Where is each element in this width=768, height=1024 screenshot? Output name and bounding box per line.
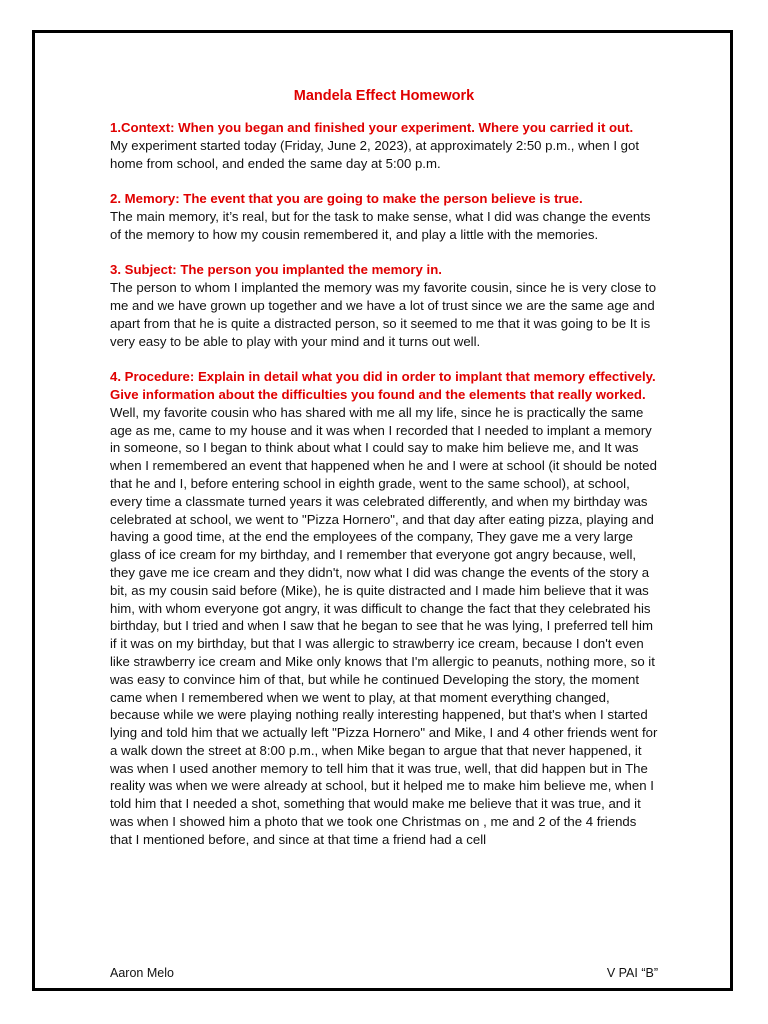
document-title: Mandela Effect Homework: [293, 88, 475, 104]
section-procedure: [110, 368, 660, 849]
footer-class: V PAI “B”: [606, 966, 658, 980]
section-body: The main memory, it’s real, but for the task to make sense, what I did was change the events of the memory to how my cousin remembered it, and play a little with the memories.: [110, 208, 651, 242]
section-heading: 3. Subject: The person you implanted the memory in.: [110, 262, 442, 278]
section-heading: 2. Memory: The event that you are going to make the person believe is true.: [110, 191, 583, 207]
document-body: [110, 119, 660, 866]
footer-author: Aaron Melo: [110, 966, 174, 980]
section-body: My experiment started today (Friday, June 2, 2023), at approximately 2:50 p.m., when I got home from school, and ended the same day at 5:00 p.m.: [110, 137, 639, 171]
section-body: The person to whom I implanted the memory was my favorite cousin, since he is very close to me and we have grown up together and we have a lot of trust since we are the same age and apart from that he is quite a distracted person, so it seemed to me that it was going to be It is very easy to be able to play with your mind and it turns out well.: [110, 280, 657, 349]
section-context: [110, 119, 660, 172]
section-subject: [110, 261, 660, 350]
section-heading: 4. Procedure: Explain in detail what you did in order to implant that memory effectively. Give information about the difficulties you found and the elements that really worked.: [110, 369, 656, 402]
section-memory: [110, 190, 660, 243]
section-heading: 1.Context: When you began and finished your experiment. Where you carried it out.: [110, 120, 634, 135]
section-body: Well, my favorite cousin who has shared with me all my life, since he is practically the same age as me, came to my house and it was when I recorded that I needed to implant a memory in someone, so I began to think about what I could say to make him believe me, and It was when I remembered an event that happened when he and I were at school (it should be noted that he and I, before entering school in eighth grade, went to the same school), at school, every time a classmate turned years it was celebrated differently, and when my birthday was celebrated at school, we went to "Pizza Hornero", and that day after eating pizza, playing and having a good time, at the end the employees of the company, They gave me a very large glass of ice cream for my birthday, and I remember that everyone got angry because, well, they gave me ice cream and they didn't, now what I did was change the events of the story a bit, as my cousin said before (Mike), he is quite distracted and I made him believe that it was him, with whom everyone got angry, it was difficult to change the fact that they celebrated his birthday, but I tried and when I saw that he began to see that he was lying, I preferred tell him if it was on my birthday, but that I was allergic to strawberry ice cream, because I don't even like strawberry ice cream and Mike only knows that I'm allergic to peanuts, nothing more, so it was easy to convince him of that, but while he continued Developing the story, the moment came when I remembered when we went to play, at that moment everything changed, because while we were playing nothing really interesting happened, but that's when I started lying and told him that we actually left "Pizza Hornero" and Mike, I and 4 other friends went for a walk down the street at 8:00 p.m., when Mike began to argue that that never happened, it was when I used another memory to tell him that it was true, well, that did happen but in The reality was when we were already at school, but it helped me to make him believe me, when I told him that I needed a shot, something that would make me believe that it was true, and it was when I showed him a photo that we took one Christmas on , me and 2 of the 4 friends that I mentioned before, and since at that time a friend had a cell: [110, 404, 658, 847]
